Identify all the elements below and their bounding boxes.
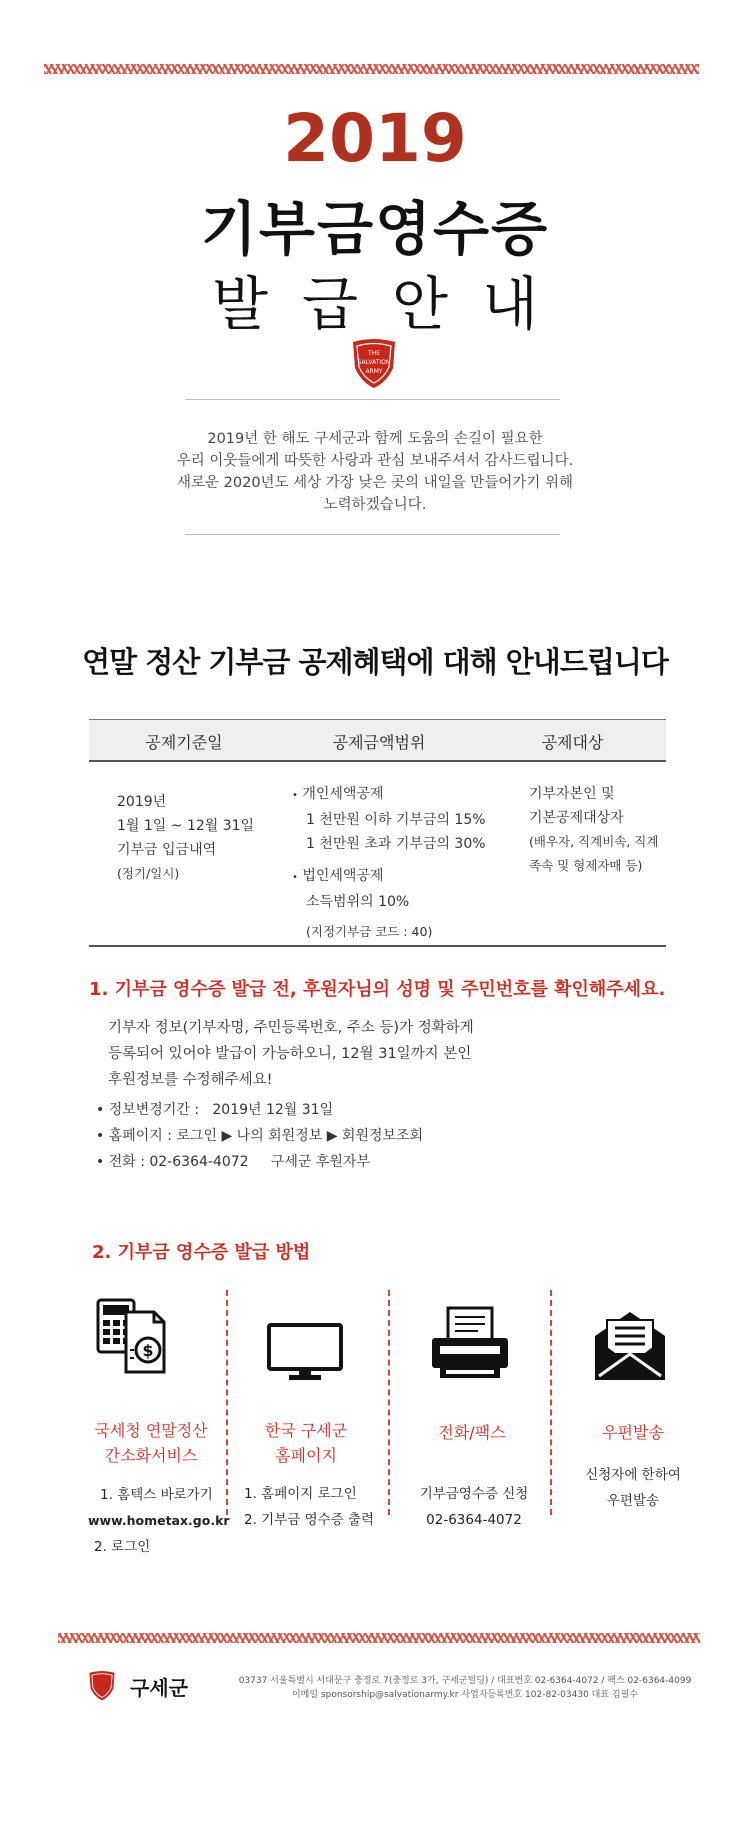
table-cell-target [529, 782, 658, 878]
method-step: 1. 홈텍스 바로가기 [100, 1487, 213, 1503]
bullet-dot: • [292, 872, 298, 883]
method-title-fax: 전화/팩스 [438, 1423, 506, 1442]
year-heading: 2019 [283, 100, 467, 177]
bullet-label: 전화 : [108, 1154, 145, 1170]
method-title-hometax [85, 1418, 217, 1468]
monitor-icon [265, 1322, 345, 1386]
target-line: (배우자, 직계비속, 직계 [529, 834, 659, 849]
corp-rate-line: 소득범위의 10% [306, 894, 410, 910]
personal-rate-line: 1 천만원 초과 기부금의 30% [306, 836, 486, 852]
table-cell-amount [292, 782, 486, 944]
section1-title: 1. 기부금 영수증 발급 전, 후원자님의 성명 및 주민번호를 확인해주세요. [89, 979, 666, 1000]
page-subtitle: 발급안내 [211, 270, 573, 338]
logo-text-the: THE [368, 350, 380, 357]
donation-code: (지정기부금 코드 : 40) [306, 924, 433, 939]
footer-shield-logo [87, 1670, 117, 1702]
section2-title: 2. 기부금 영수증 발급 방법 [92, 1242, 311, 1263]
date-line: 기부금 입금내역 [117, 842, 217, 858]
hometax-link[interactable]: www.hometax.go.kr [88, 1513, 230, 1528]
footer-email: 이메일 sponsorship@salvationarmy.kr 사업자등록번호 102-82-03430 대표 김필수 [291, 1690, 638, 1700]
footer-contact-info [215, 1674, 715, 1702]
logo-text-army: ARMY [365, 368, 383, 375]
target-line: 기본공제대상자 [529, 810, 624, 826]
method-step: 1. 홈페이지 로그인 [244, 1486, 357, 1502]
method-step: 2. 로그인 [94, 1539, 151, 1555]
method-title-line: 홈페이지 [275, 1446, 337, 1465]
footer-org-name: 구세군 [130, 1676, 188, 1700]
divider-top [185, 399, 560, 400]
method-step: 기부금영수증 신청 [419, 1486, 529, 1502]
footer-address: 03737 서울특별시 서대문구 충정로 7(충정로 3가, 구세군빌딩) / 대표번호 02-6364-4072 / 팩스 02-6364-4099 [238, 1676, 692, 1686]
bullet-value: 02-6364-4072 [149, 1154, 249, 1170]
table-bottom-border [89, 945, 666, 947]
method-text-fax [400, 1481, 548, 1533]
bullet-dot: • [292, 790, 298, 801]
paragraph-line: 후원정보를 수정해주세요! [108, 1072, 273, 1088]
method-step: 2. 기부금 영수증 출력 [244, 1512, 375, 1528]
personal-deduction-label: 개인세액공제 [302, 786, 384, 802]
page-title: 기부금영수증 [200, 195, 550, 263]
intro-message [150, 428, 600, 516]
method-text-homepage [244, 1481, 389, 1533]
method-title-line: 간소화서비스 [104, 1446, 198, 1465]
corp-deduction-label: 법인세액공제 [302, 868, 384, 884]
method-step: 신청자에 한하여 [585, 1467, 681, 1483]
bottom-decorative-border [58, 1633, 700, 1643]
logo-text-salvation: SALVATION [357, 359, 391, 366]
intro-line: 우리 이웃들에게 따뜻한 사랑과 관심 보내주셔서 감사드립니다. [176, 453, 574, 469]
date-line: 1월 1일 ~ 12월 31일 [117, 818, 255, 834]
column-header-date: 공제기준일 [145, 733, 223, 752]
paragraph-line: 기부자 정보(기부자명, 주민등록번호, 주소 등)가 정확하게 [108, 1020, 474, 1036]
bullet-value: 로그인 ▶ 나의 회원정보 ▶ 회원정보조회 [176, 1128, 424, 1144]
table-cell-date [117, 790, 254, 886]
intro-line: 노력하겠습니다. [323, 497, 427, 513]
fax-icon [430, 1306, 510, 1386]
fax-phone-number: 02-6364-4072 [426, 1512, 522, 1528]
section1-paragraph [108, 1015, 474, 1093]
bullet-item-period: • 정보변경기간 : 2019년 12월 31일 [96, 1102, 334, 1118]
intro-line: 2019년 한 해도 구세군과 함께 도움의 손길이 필요한 [207, 431, 543, 447]
bullet-item-homepage: • 홈페이지 : 로그인 ▶ 나의 회원정보 ▶ 회원정보조회 [96, 1128, 424, 1144]
method-text-hometax [88, 1482, 228, 1560]
method-title-mail: 우편발송 [602, 1423, 664, 1442]
method-title-line: 국세청 연말정산 [94, 1421, 208, 1440]
date-line: 2019년 [117, 794, 167, 810]
target-line: 기부자본인 및 [529, 786, 615, 802]
column-header-amount: 공제금액범위 [332, 733, 426, 752]
column-header-target: 공제대상 [541, 733, 604, 752]
bullet-item-phone: • 전화 : 02-6364-4072 구세군 후원자부 [96, 1154, 370, 1170]
section1-bullets [96, 1097, 423, 1175]
method-step: 우편발송 [606, 1493, 660, 1509]
bullet-label: 정보변경기간 : [108, 1102, 200, 1118]
paragraph-line: 등록되어 있어야 발급이 가능하오니, 12월 31일까지 본인 [108, 1046, 472, 1062]
personal-rate-line: 1 천만원 이하 기부금의 15% [306, 812, 486, 828]
target-line: 족속 및 형제자매 등) [529, 858, 643, 873]
method-text-mail [560, 1462, 706, 1514]
salvation-army-shield-logo [349, 338, 399, 390]
intro-line: 새로운 2020년도 세상 가장 낮은 곳의 내일을 만들어가기 위해 [177, 475, 573, 491]
divider-bottom [185, 534, 560, 535]
bullet-extra: 구세군 후원자부 [270, 1154, 370, 1170]
benefit-table-header [89, 719, 666, 762]
calculator-icon [96, 1298, 168, 1380]
method-title-homepage [236, 1418, 376, 1468]
mail-icon [591, 1308, 669, 1388]
benefit-headline: 연말 정산 기부금 공제혜택에 대해 안내드립니다 [82, 645, 668, 679]
bullet-value: 2019년 12월 31일 [212, 1102, 334, 1118]
date-line: (정기/일시) [117, 866, 180, 881]
bullet-label: 홈페이지 : [108, 1128, 172, 1144]
method-title-line: 한국 구세군 [264, 1421, 348, 1440]
column-divider [550, 1290, 552, 1515]
svg-text:$: $ [142, 1341, 154, 1360]
top-decorative-border [44, 64, 699, 74]
